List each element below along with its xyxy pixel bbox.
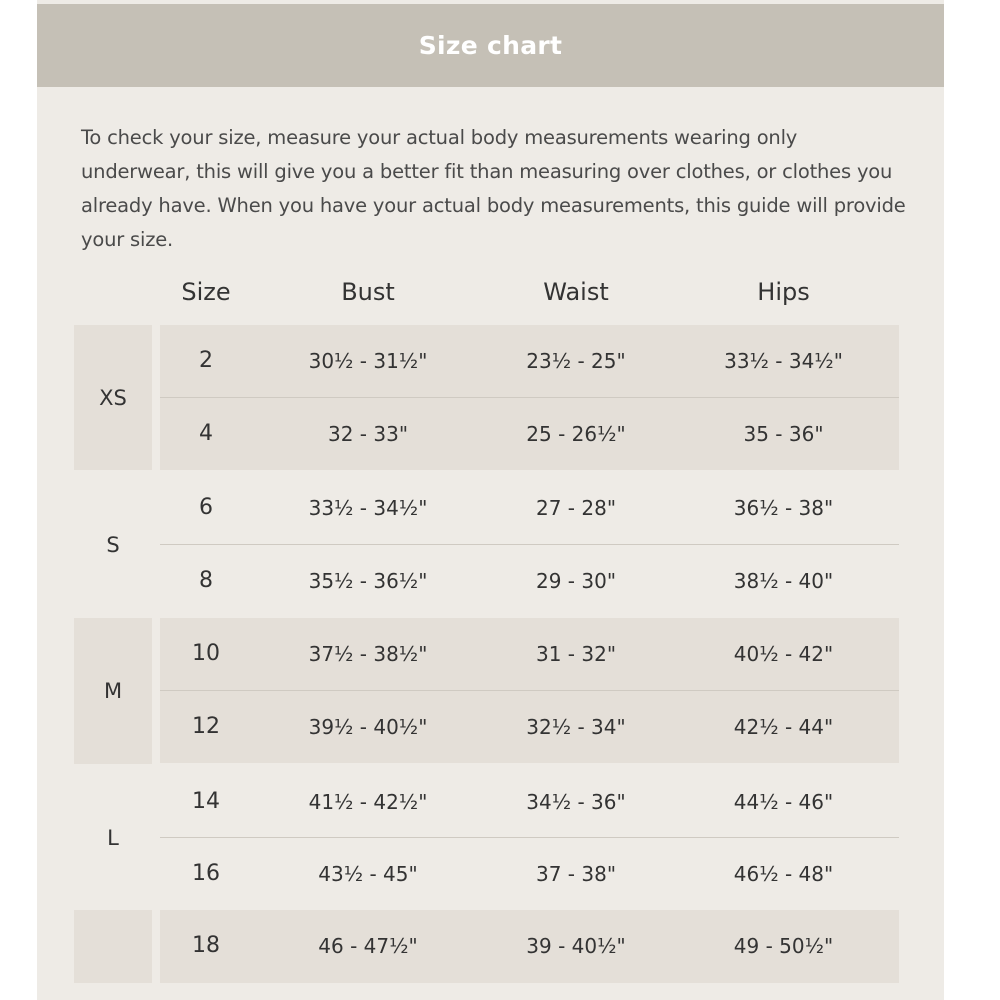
size-cell: 8	[199, 568, 213, 593]
hips-cell: 38½ - 40"	[733, 569, 834, 593]
size-cell: 2	[199, 348, 213, 373]
group-label-m: M	[74, 618, 152, 764]
group-label-xs: XS	[74, 325, 152, 470]
waist-cell: 23½ - 25"	[526, 349, 626, 373]
table-row	[160, 910, 899, 983]
page-title: Size chart	[418, 31, 563, 60]
waist-cell: 39 - 40½"	[526, 934, 626, 958]
hips-cell: 46½ - 48"	[733, 862, 834, 886]
waist-cell: 25 - 26½"	[526, 422, 626, 446]
bust-cell: 35½ - 36½"	[308, 569, 428, 593]
waist-cell: 29 - 30"	[535, 569, 617, 593]
table-row	[160, 544, 899, 617]
column-header-bust: Bust	[341, 278, 395, 306]
size-cell: 12	[192, 714, 220, 739]
size-cell: 4	[199, 421, 213, 446]
table-row	[160, 766, 899, 838]
waist-cell: 34½ - 36"	[526, 790, 626, 814]
hips-cell: 49 - 50½"	[733, 934, 834, 958]
table-row	[160, 472, 899, 544]
group-label-empty	[74, 910, 152, 983]
column-header-size: Size	[181, 278, 231, 306]
table-row	[160, 690, 899, 763]
size-cell: 18	[192, 933, 220, 958]
bust-cell: 32 - 33"	[327, 422, 409, 446]
hips-cell: 33½ - 34½"	[724, 349, 843, 373]
hips-cell: 40½ - 42"	[733, 642, 834, 666]
bust-cell: 37½ - 38½"	[308, 642, 428, 666]
size-cell: 6	[199, 495, 213, 520]
waist-cell: 32½ - 34"	[526, 715, 626, 739]
size-chart-header	[37, 4, 944, 87]
group-label-l: L	[107, 825, 119, 850]
waist-cell: 31 - 32"	[535, 642, 617, 666]
waist-cell: 37 - 38"	[535, 862, 617, 886]
table-row	[160, 325, 899, 397]
table-row	[160, 837, 899, 910]
bust-cell: 33½ - 34½"	[308, 496, 428, 520]
hips-cell: 44½ - 46"	[733, 790, 834, 814]
bust-cell: 39½ - 40½"	[308, 715, 428, 739]
hips-cell: 42½ - 44"	[733, 715, 834, 739]
bust-cell: 41½ - 42½"	[308, 790, 428, 814]
waist-cell: 27 - 28"	[535, 496, 617, 520]
group-label-s: S	[106, 532, 120, 557]
hips-cell: 35 - 36"	[743, 422, 824, 446]
bust-cell: 46 - 47½"	[318, 934, 418, 958]
column-header-hips: Hips	[757, 278, 810, 306]
hips-cell: 36½ - 38"	[733, 496, 834, 520]
table-row	[160, 397, 899, 470]
column-header-waist: Waist	[543, 278, 609, 306]
bust-cell: 43½ - 45"	[318, 862, 418, 886]
bust-cell: 30½ - 31½"	[308, 349, 428, 373]
size-cell: 16	[192, 861, 220, 886]
size-cell: 14	[192, 789, 220, 814]
intro-text: To check your size, measure your actual body measurements wearing only underwear, this will give you a better fit than measuring over clothes, or clothes you already have. When you have your actual body measurements, this guide will provide your size.	[81, 126, 906, 251]
size-cell: 10	[192, 641, 220, 666]
table-row	[160, 618, 899, 690]
